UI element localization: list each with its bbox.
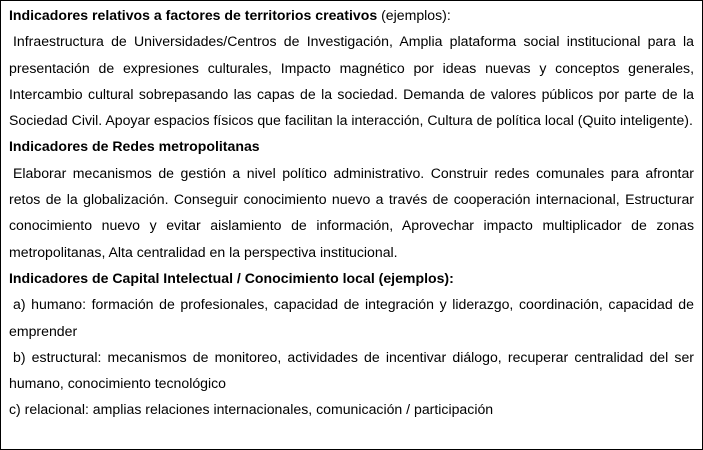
section-text-metropolitan-networks: Elaborar mecanismos de gestión a nivel político administrativo. Construir redes comunales para afrontar retos de la globalización. Conseguir conocimiento nuevo a través de cooperación internacional, Estructurar conocimiento nuevo y evitar aislamiento de información, Aprovechar impacto multiplicador de zonas metropolitanas, Alta centralidad en la perspectiva institucional. <box>9 164 694 260</box>
list-item-structural: b) estructural: mecanismos de monitoreo, actividades de incentivar diálogo, recuperar centralidad del ser humano, conocimiento tecnológico <box>9 348 694 392</box>
section-heading-bold: Indicadores relativos a factores de territorios creativos <box>9 7 378 23</box>
section-heading-suffix: (ejemplos): <box>377 7 451 23</box>
section-heading-intellectual-capital <box>9 265 694 291</box>
section-heading-metropolitan-networks <box>9 133 694 159</box>
section-text-creative-territories: Infraestructura de Universidades/Centros de Investigación, Amplia plataforma social institucional para la presentación de expresiones culturales, Impacto magnético por ideas nuevas y conceptos generales, Intercambio cultural sobrepasando las capas de la sociedad. Demanda de valores públicos por parte de la Sociedad Civil. Apoyar espacios físicos que facilitan la interacción, Cultura de política local (Quito inteligente). <box>9 33 694 129</box>
section-heading-bold: Indicadores de Capital Intelectual / Conocimiento local (ejemplos): <box>9 269 454 286</box>
section-heading-bold: Indicadores de Redes metropolitanas <box>9 138 260 155</box>
list-item-relational: c) relacional: amplias relaciones internacionales, comunicación / participación <box>9 401 494 418</box>
list-item-human: a) humano: formación de profesionales, capacidad de integración y liderazgo, coordinación, capacidad de emprender <box>9 296 694 339</box>
section-heading-creative-territories <box>9 2 694 28</box>
